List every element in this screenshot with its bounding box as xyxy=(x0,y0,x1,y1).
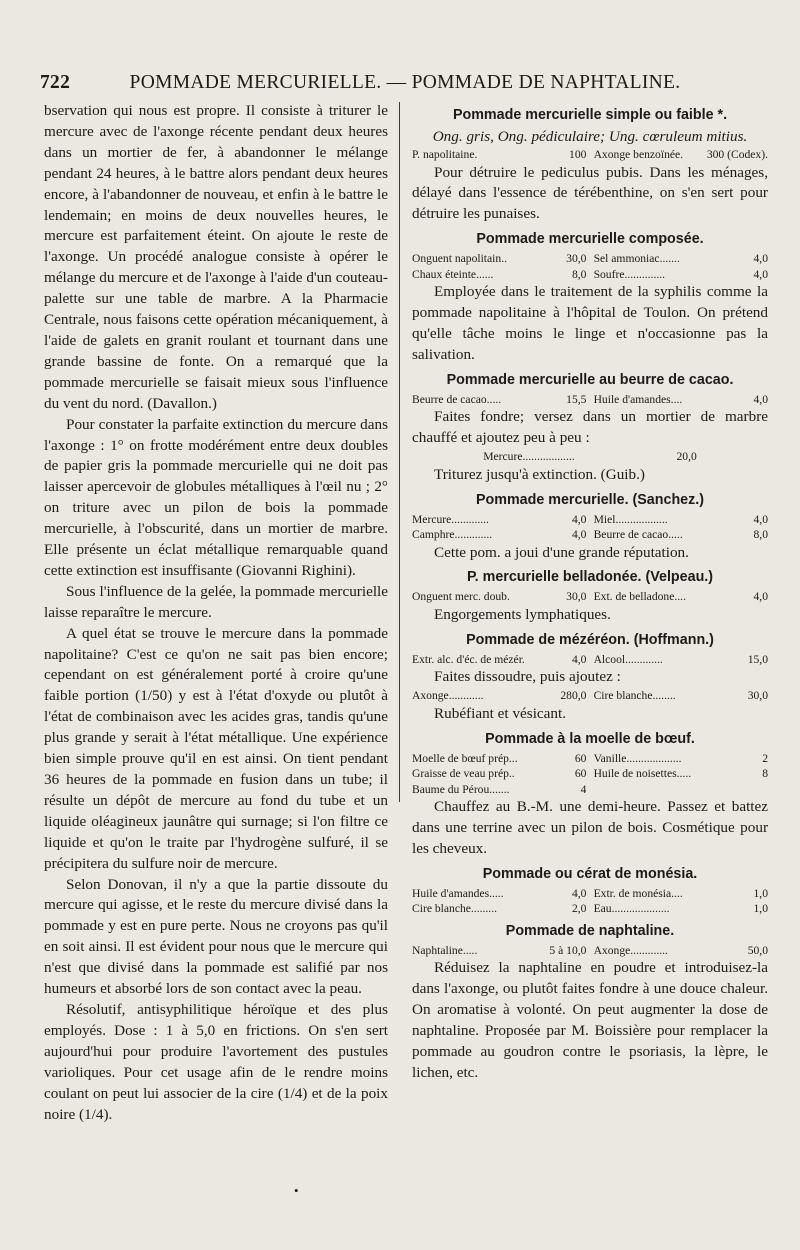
formula-row: Axonge............ 280,0 Cire blanche........ 30,0 xyxy=(412,689,768,703)
paragraph: Cette pom. a joui d'une grande réputation. xyxy=(434,543,689,561)
paragraph: Selon Donovan, il n'y a que la partie dissoute du mercure qui agisse, et le reste du mercure divisé dans la pommade y est en pure perte. Nous ne croyons pas qu'il en soit ainsi. Il est évident pour nous que le mercure qui n'est que divisé dans la pommade est salifié par nos humeurs et absorbé lors de son contact avec la peau. xyxy=(44,875,388,998)
formula-row: Mercure.................. 20,0 xyxy=(483,450,697,464)
formula-row: Onguent napolitain.. 30,0 Sel ammoniac....... 4,0 xyxy=(412,252,768,266)
paragraph: Réduisez la naphtaline en poudre et introduisez-la dans l'axonge, ou plutôt faites fondre à une douce chaleur. On aromatise à volonté. On peut augmenter la dose de naphtaline. Proposée par M. Boissière pour remplacer la pommade au goudron contre le psoriasis, la lèpre, le lichen, etc. xyxy=(412,959,768,1081)
formula-row: P. napolitaine. 100 Axonge benzoïnée. 300 (Codex). xyxy=(412,148,768,161)
section-title: Pommade mercurielle. (Sanchez.) xyxy=(475,491,705,508)
paragraph: Pour détruire le pediculus pubis. Dans les ménages, délayé dans l'essence de térébenthine, on s'en sert pour détruire les punaises. xyxy=(412,163,768,223)
formula-row: Cire blanche......... 2,0 Eau.................... 1,0 xyxy=(412,902,768,916)
paragraph: Rubéfiant et vésicant. xyxy=(434,704,567,722)
paragraph: Sous l'influence de la gelée, la pommade mercurielle laisse reparaître le mercure. xyxy=(44,582,388,621)
section-title: Pommade à la moelle de bœuf. xyxy=(485,730,695,747)
section-title: Pommade mercurielle composée. xyxy=(476,231,704,248)
right-column xyxy=(412,101,768,1084)
formula-row: Moelle de bœuf prép... 60 Vanille................... 2 xyxy=(412,751,768,765)
left-column xyxy=(44,101,388,1125)
paragraph: Chauffez au B.-M. une demi-heure. Passez et battez dans une terrine avec un pilon de bois. Cosmétique pour les cheveux. xyxy=(412,798,768,857)
section-title: Pommade mercurielle simple ou faible *. xyxy=(452,107,728,123)
page-number: 722 xyxy=(40,72,71,93)
formula-row: Naphtaline..... 5 à 10,0 Axonge............. 50,0 xyxy=(412,943,768,957)
formula-row: Mercure............. 4,0 Miel.................. 4,0 xyxy=(412,512,768,526)
section-title: Pommade ou cérat de monésia. xyxy=(482,865,698,882)
formula-row: Baume du Pérou....... 4 xyxy=(412,782,587,796)
paragraph: Faites fondre; versez dans un mortier de marbre chauffé et ajoutez peu à peu : xyxy=(412,408,768,447)
paragraph: Employée dans le traitement de la syphilis comme la pommade napolitaine à l'hôpital de Toulon. On prétend qu'elle tâche moins le linge et n'occasionne pas la salivation. xyxy=(412,283,768,363)
running-header xyxy=(40,70,770,96)
section-title: Pommade de mézéréon. (Hoffmann.) xyxy=(466,631,714,648)
paragraph: A quel état se trouve le mercure dans la pommade napolitaine? C'est ce qu'on ne sait pas bien encore; cependant on est généralement porté à croire qu'une faible portion (1/50) y est à l'état d'oxyde ou plutôt à l'état de combinaison avec les acides gras, tandis qu'une plus grande y serait à l'état métallique. Une expérience bien simple prouve qu'il en est ainsi. On tient pendant 36 heures de la pommade en fusion dans un tube; il résulte un dépôt de mercure au fond du tube et un liquide oléagineux jaunâtre qui surnage; si l'on filtre ce liquide et qu'on le traite par l'hydrogène sulfuré, il se précipitera du sulfure noir de mercure. xyxy=(44,624,388,872)
synonyms: Ong. gris, Ong. pédiculaire; Ung. cœruleum mitius. xyxy=(432,128,748,145)
column-divider xyxy=(399,102,400,802)
paragraph: Engorgements lymphatiques. xyxy=(434,605,611,623)
formula-row: Beurre de cacao..... 15,5 Huile d'amandes.... 4,0 xyxy=(412,392,768,406)
paragraph: Faites dissoudre, puis ajoutez : xyxy=(434,668,621,686)
formula-row: Chaux éteinte...... 8,0 Soufre.............. 4,0 xyxy=(412,267,768,281)
formula-row: Camphre............. 4,0 Beurre de cacao..... 8,0 xyxy=(412,528,768,542)
formula-row: Extr. alc. d'éc. de mézér. 4,0 Alcool............. 15,0 xyxy=(412,652,768,666)
formula-row: Graisse de veau prép.. 60 Huile de noisettes..... 8 xyxy=(412,767,768,781)
section-title: P. mercurielle belladonée. (Velpeau.) xyxy=(466,569,714,586)
paragraph: Résolutif, antisyphilitique héroïque et des plus employés. Dose : 1 à 5,0 en frictions. On s'en sert aujourd'hui pour produire l'avortement des pustules varioliques. Pour cet usage afin de le rendre moins coulant on peut lui associer de la cire (1/4) et de la poix noire (1/4). xyxy=(44,1000,388,1123)
formula-row: Huile d'amandes..... 4,0 Extr. de monésia.... 1,0 xyxy=(412,886,768,900)
paragraph: Pour constater la parfaite extinction du mercure dans l'axonge : 1° on frotte modérément entre deux doubles de papier gris la pommade mercurielle qui ne doit pas laisser apercevoir de globules métalliques à l'œil nu ; 2° on triture avec un pilon de bois la pommade mercurielle, à l'obscurité, dans un mortier de marbre. Elle présente un éclat métallique remarquable quand cette extinction est insuffisante (Giovanni Righini). xyxy=(44,415,388,579)
paragraph: Triturez jusqu'à extinction. (Guib.) xyxy=(434,465,645,483)
formula-row: Onguent merc. doub. 30,0 Ext. de belladone.... 4,0 xyxy=(412,590,768,604)
paragraph: bservation qui nous est propre. Il consiste à triturer le mercure avec de l'axonge récente pendant deux heures dans un mortier de fer, à abandonner le mélange pendant 24 heures, à le battre alors pendant deux heures encore, à l'abandonner de nouveau, et enfin à le battre le lendemain; en moins de deux nouvelles heures, le mercure est parfaitement éteint. On ajoute le reste de l'axonge. Un procédé analogue consiste à opérer le mélange du mercure et de l'axonge à l'aide d'un couteau-palette sur une table de marbre. A la Pharmacie Centrale, nous faisons cette opération mécaniquement, à l'aide de galets en granit roulant et tournant dans une grande bassine de fonte. On a remarqué que la pommade mercurielle se faisait mieux sous l'influence du vent du nord. (Davallon.) xyxy=(44,102,388,412)
ink-mark: • xyxy=(294,1183,299,1198)
running-title: POMMADE MERCURIELLE. — POMMADE DE NAPHTALINE. xyxy=(129,72,681,93)
section-title: Pommade de naphtaline. xyxy=(505,922,675,939)
section-title: Pommade mercurielle au beurre de cacao. xyxy=(446,371,734,388)
